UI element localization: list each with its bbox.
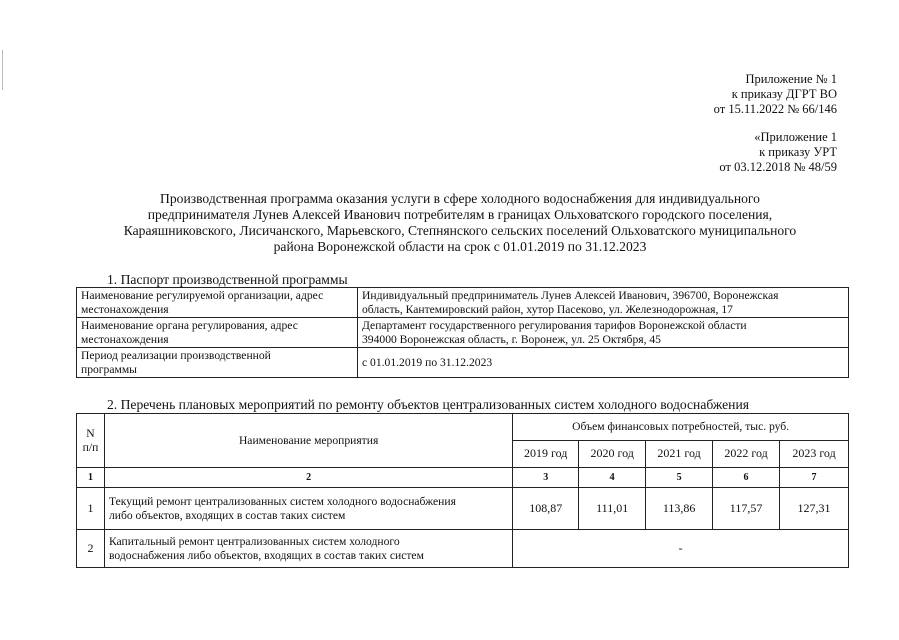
header-year-cell: 2019 год bbox=[513, 441, 579, 468]
cell-line: N bbox=[86, 427, 95, 440]
passport-value-cell bbox=[358, 318, 849, 348]
passport-table bbox=[76, 287, 849, 378]
header-num-cell bbox=[77, 414, 105, 468]
header-year-cell: 2020 год bbox=[579, 441, 646, 468]
index-cell: 3 bbox=[513, 468, 579, 488]
passport-label-cell bbox=[77, 348, 358, 378]
table-index-row bbox=[77, 468, 849, 488]
cell-line: водоснабжения либо объектов, входящих в состав таких систем bbox=[108, 548, 424, 562]
section-1-title: 1. Паспорт производственной программы bbox=[107, 272, 348, 287]
cell-line: Департамент государственного регулирования тарифов Воронежской области bbox=[362, 319, 747, 332]
title-line: предпринимателя Лунев Алексей Иванович потребителям в границах Ольховатского городского поселения, bbox=[147, 207, 773, 222]
index-cell: 7 bbox=[780, 468, 849, 488]
header-year-cell: 2023 год bbox=[780, 441, 849, 468]
title-line: Производственная программа оказания услуги в сфере холодного водоснабжения для индивидуального bbox=[160, 191, 760, 206]
cell-line: либо объектов, входящих в состав таких систем bbox=[108, 508, 346, 522]
cell-line: п/п bbox=[82, 440, 99, 454]
index-cell: 1 bbox=[77, 468, 105, 488]
cell-line: Индивидуальный предприниматель Лунев Алексей Иванович, 396700, Воронежская bbox=[362, 289, 779, 302]
scan-edge-mark bbox=[2, 50, 3, 90]
cell-line: программы bbox=[81, 362, 137, 376]
header-year-cell: 2022 год bbox=[713, 441, 780, 468]
cell-line: местонахождения bbox=[81, 302, 169, 316]
cell-line: Период реализации производственной bbox=[81, 349, 271, 362]
index-cell: 2 bbox=[104, 468, 512, 488]
row-name-cell bbox=[104, 488, 512, 530]
cell-line: Наименование регулируемой организации, адрес bbox=[81, 289, 324, 302]
row-name-cell bbox=[104, 530, 512, 568]
passport-label-cell bbox=[77, 288, 358, 318]
row-value-cell: 117,57 bbox=[713, 488, 780, 530]
header-year-cell: 2021 год bbox=[646, 441, 713, 468]
row-value-cell: 111,01 bbox=[579, 488, 646, 530]
repair-plan-table bbox=[76, 413, 849, 568]
passport-value-cell: с 01.01.2019 по 31.12.2023 bbox=[358, 348, 849, 378]
cell-line: Текущий ремонт централизованных систем холодного водоснабжения bbox=[108, 495, 456, 508]
row-num-cell: 2 bbox=[77, 530, 105, 568]
index-cell: 4 bbox=[579, 468, 646, 488]
table-row bbox=[77, 288, 849, 318]
passport-value-cell bbox=[358, 288, 849, 318]
table-row bbox=[77, 348, 849, 378]
appendix-1-line: Приложение № 1 bbox=[745, 72, 837, 86]
table-row bbox=[77, 318, 849, 348]
row-merged-value-cell: - bbox=[513, 530, 849, 568]
header-name-cell: Наименование мероприятия bbox=[104, 414, 512, 468]
section-2-title: 2. Перечень плановых мероприятий по ремонту объектов централизованных систем холодного водоснабжения bbox=[107, 397, 749, 412]
row-value-cell: 113,86 bbox=[646, 488, 713, 530]
table-row bbox=[77, 488, 849, 530]
cell-line: местонахождения bbox=[81, 332, 169, 346]
appendix-1-header bbox=[714, 72, 837, 117]
index-cell: 5 bbox=[646, 468, 713, 488]
cell-line: 394000 Воронежская область, г. Воронеж, ул. 25 Октября, 45 bbox=[362, 332, 661, 346]
passport-label-cell bbox=[77, 318, 358, 348]
table-header-row bbox=[77, 414, 849, 441]
header-volume-cell: Объем финансовых потребностей, тыс. руб. bbox=[513, 414, 849, 441]
cell-line: Капитальный ремонт централизованных систем холодного bbox=[108, 535, 400, 548]
document-title bbox=[80, 191, 840, 255]
appendix-2-line: «Приложение 1 bbox=[754, 130, 837, 144]
row-value-cell: 108,87 bbox=[513, 488, 579, 530]
appendix-2-line: к приказу УРТ bbox=[759, 145, 837, 159]
appendix-1-line: от 15.11.2022 № 66/146 bbox=[713, 102, 837, 116]
table-row bbox=[77, 530, 849, 568]
appendix-1-line: к приказу ДГРТ ВО bbox=[731, 87, 837, 101]
title-line: района Воронежской области на срок с 01.01.2019 по 31.12.2023 bbox=[273, 239, 647, 254]
cell-line: область, Кантемировский район, хутор Пасеково, ул. Железнодорожная, 17 bbox=[362, 302, 733, 316]
cell-line: Наименование органа регулирования, адрес bbox=[81, 319, 298, 332]
appendix-2-line: от 03.12.2018 № 48/59 bbox=[719, 160, 837, 174]
appendix-2-header bbox=[719, 130, 837, 175]
title-line: Караяшниковского, Лисичанского, Марьевского, Степнянского сельских поселений Ольховатского муниципального bbox=[123, 223, 797, 238]
row-value-cell: 127,31 bbox=[780, 488, 849, 530]
row-num-cell: 1 bbox=[77, 488, 105, 530]
index-cell: 6 bbox=[713, 468, 780, 488]
